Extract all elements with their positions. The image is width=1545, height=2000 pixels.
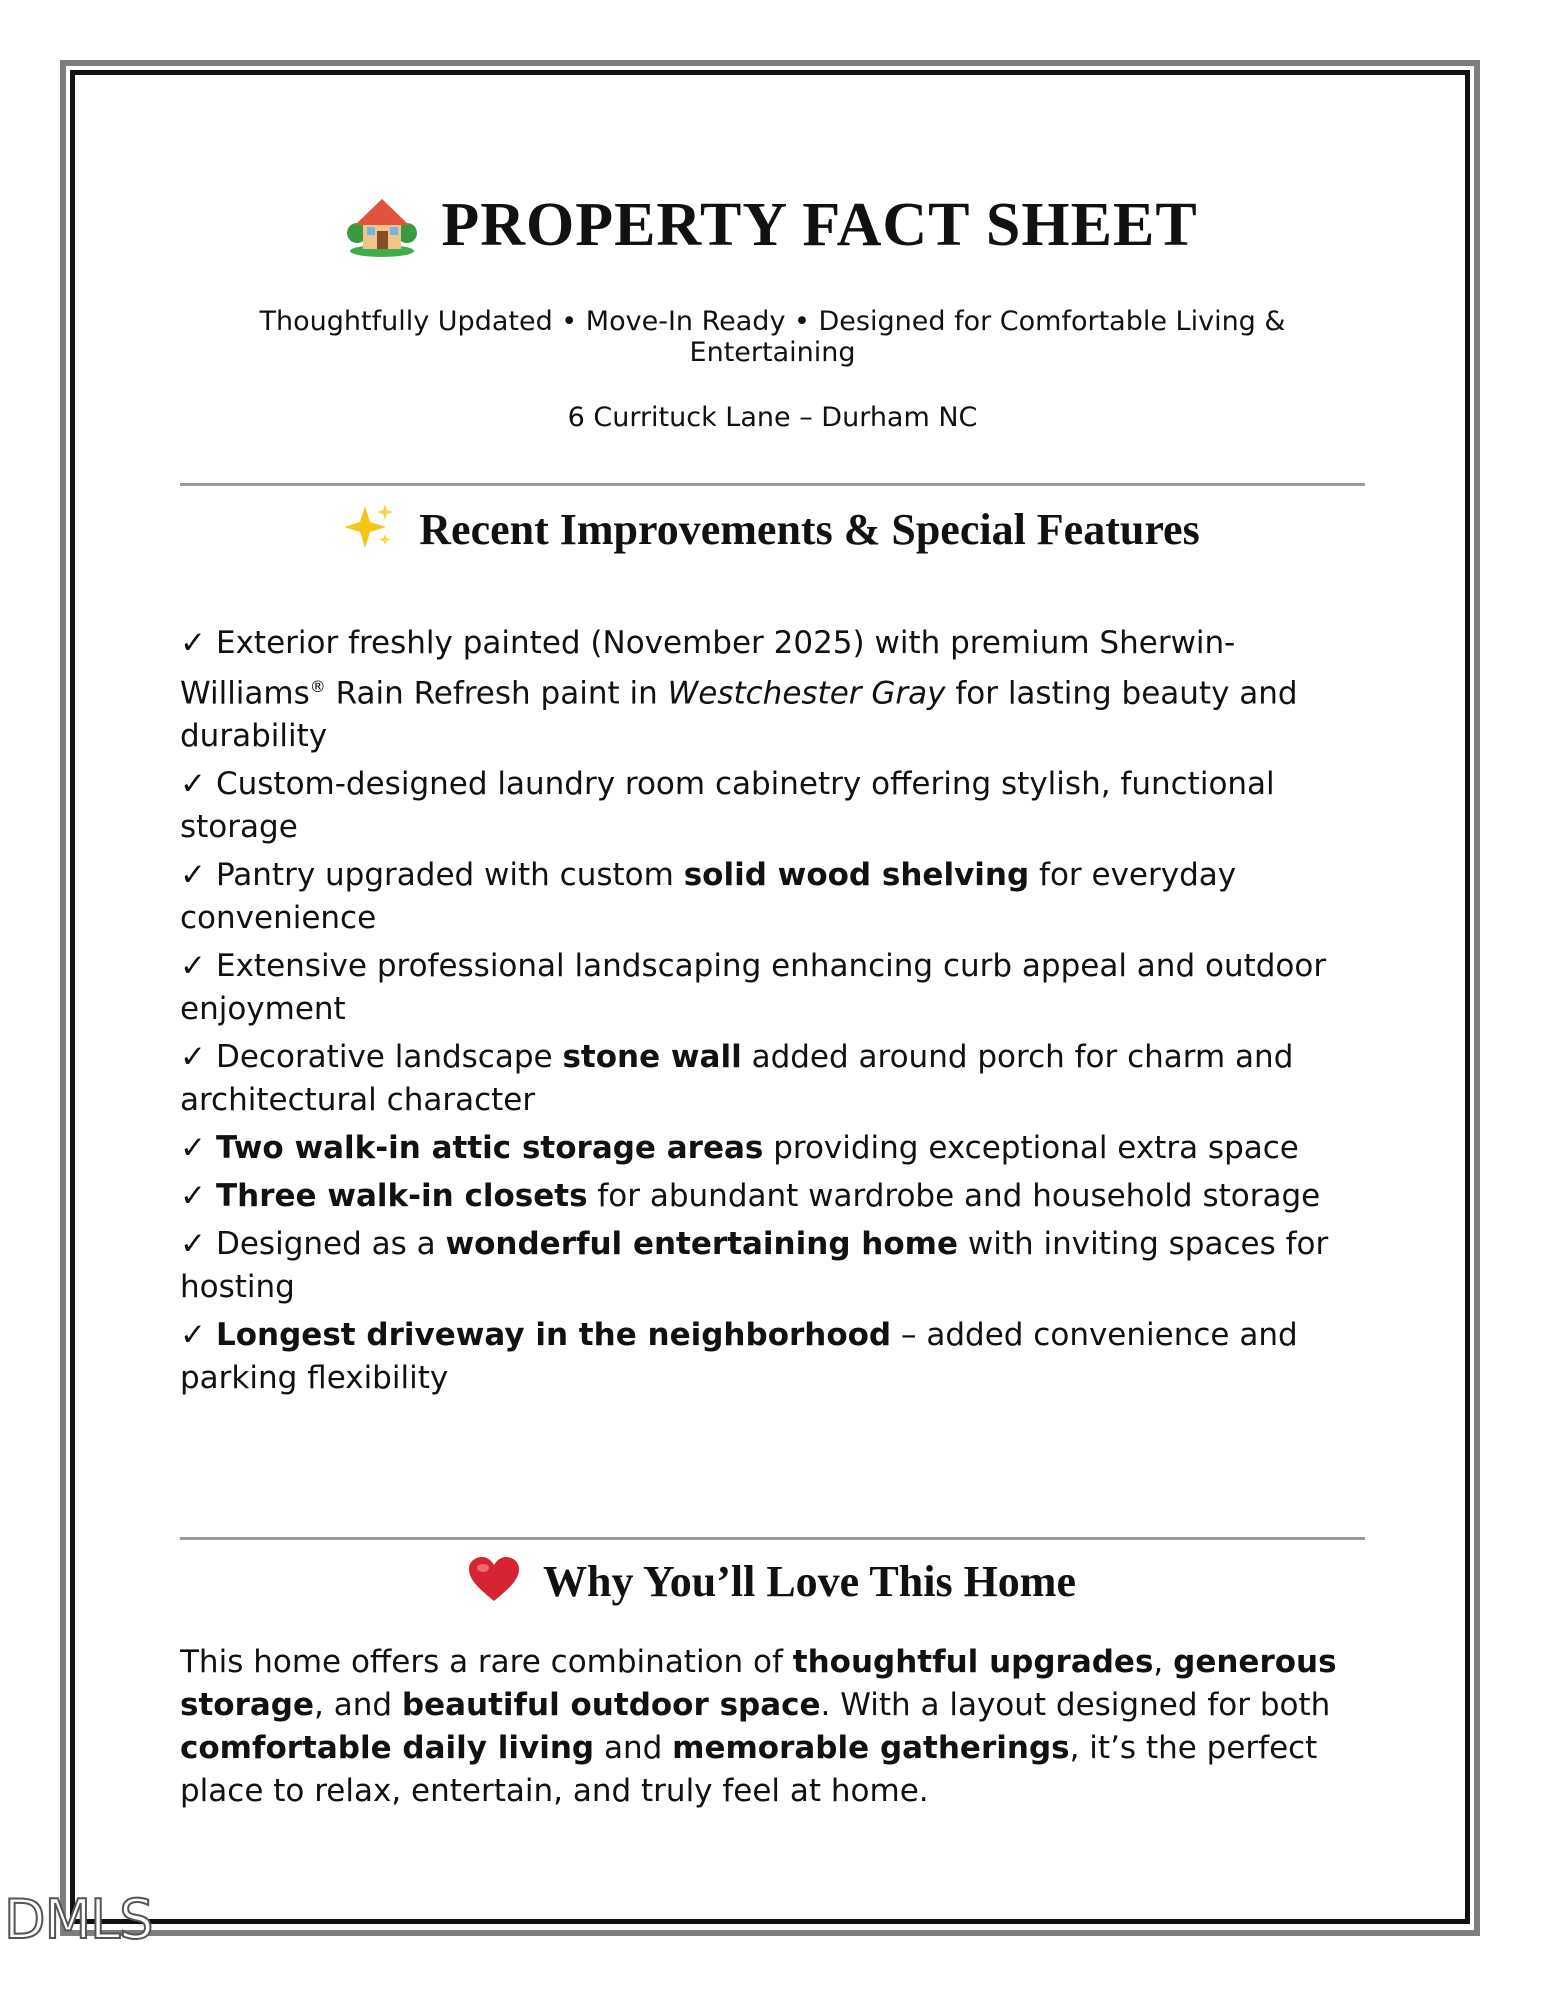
improvements-heading-row <box>180 502 1365 556</box>
check-icon: ✓ <box>180 625 206 661</box>
fact-sheet-content <box>180 180 1365 1813</box>
list-item: ✓ Two walk-in attic storage areas providing exceptional extra space <box>180 1130 1299 1167</box>
divider-bottom <box>180 1537 1365 1540</box>
check-icon: ✓ <box>180 1226 206 1263</box>
watermark-logo: DMLS <box>4 1888 153 1951</box>
love-heading: Why You’ll Love This Home <box>543 1557 1076 1607</box>
heart-icon <box>469 1557 519 1607</box>
sparkle-icon <box>345 502 395 556</box>
list-item: ✓ Pantry upgraded with custom solid wood shelving for everyday convenience <box>180 857 1237 937</box>
list-item: ✓ Decorative landscape stone wall added around porch for charm and architectural character <box>180 1039 1294 1119</box>
check-icon: ✓ <box>180 948 206 985</box>
property-address: 6 Currituck Lane – Durham NC <box>567 402 978 433</box>
house-icon <box>347 193 417 257</box>
list-item: ✓ Longest driveway in the neighborhood – added convenience and parking flexibility <box>180 1317 1298 1397</box>
title-row <box>180 180 1365 270</box>
list-item: ✓ Exterior freshly painted (November 2025) with premium Sherwin-Williams® Rain Refresh paint in Westchester Gray for lasting beauty and durability <box>180 625 1298 755</box>
check-icon: ✓ <box>180 1130 206 1167</box>
tagline: Thoughtfully Updated • Move-In Ready • Designed for Comfortable Living & Entertaining <box>259 306 1286 368</box>
divider-top <box>180 483 1365 486</box>
list-item: ✓ Custom-designed laundry room cabinetry offering stylish, functional storage <box>180 766 1275 846</box>
love-heading-row <box>180 1556 1365 1607</box>
check-icon: ✓ <box>180 1039 206 1076</box>
list-item: ✓ Extensive professional landscaping enhancing curb appeal and outdoor enjoyment <box>180 948 1327 1028</box>
check-icon: ✓ <box>180 766 206 803</box>
check-icon: ✓ <box>180 857 206 894</box>
check-icon: ✓ <box>180 1317 206 1354</box>
love-paragraph: This home offers a rare combination of thoughtful upgrades, generous storage, and beautiful outdoor space. With a layout designed for both comfortable daily living and memorable gatherings, it’s the perfect place to relax, entertain, and truly feel at home. <box>180 1644 1337 1810</box>
check-icon: ✓ <box>180 1178 206 1215</box>
features-list <box>180 622 1365 1400</box>
page-title: PROPERTY FACT SHEET <box>441 190 1198 259</box>
list-item: ✓ Designed as a wonderful entertaining home with inviting spaces for hosting <box>180 1226 1329 1306</box>
improvements-heading: Recent Improvements & Special Features <box>419 504 1200 554</box>
list-item: ✓ Three walk-in closets for abundant wardrobe and household storage <box>180 1178 1321 1215</box>
